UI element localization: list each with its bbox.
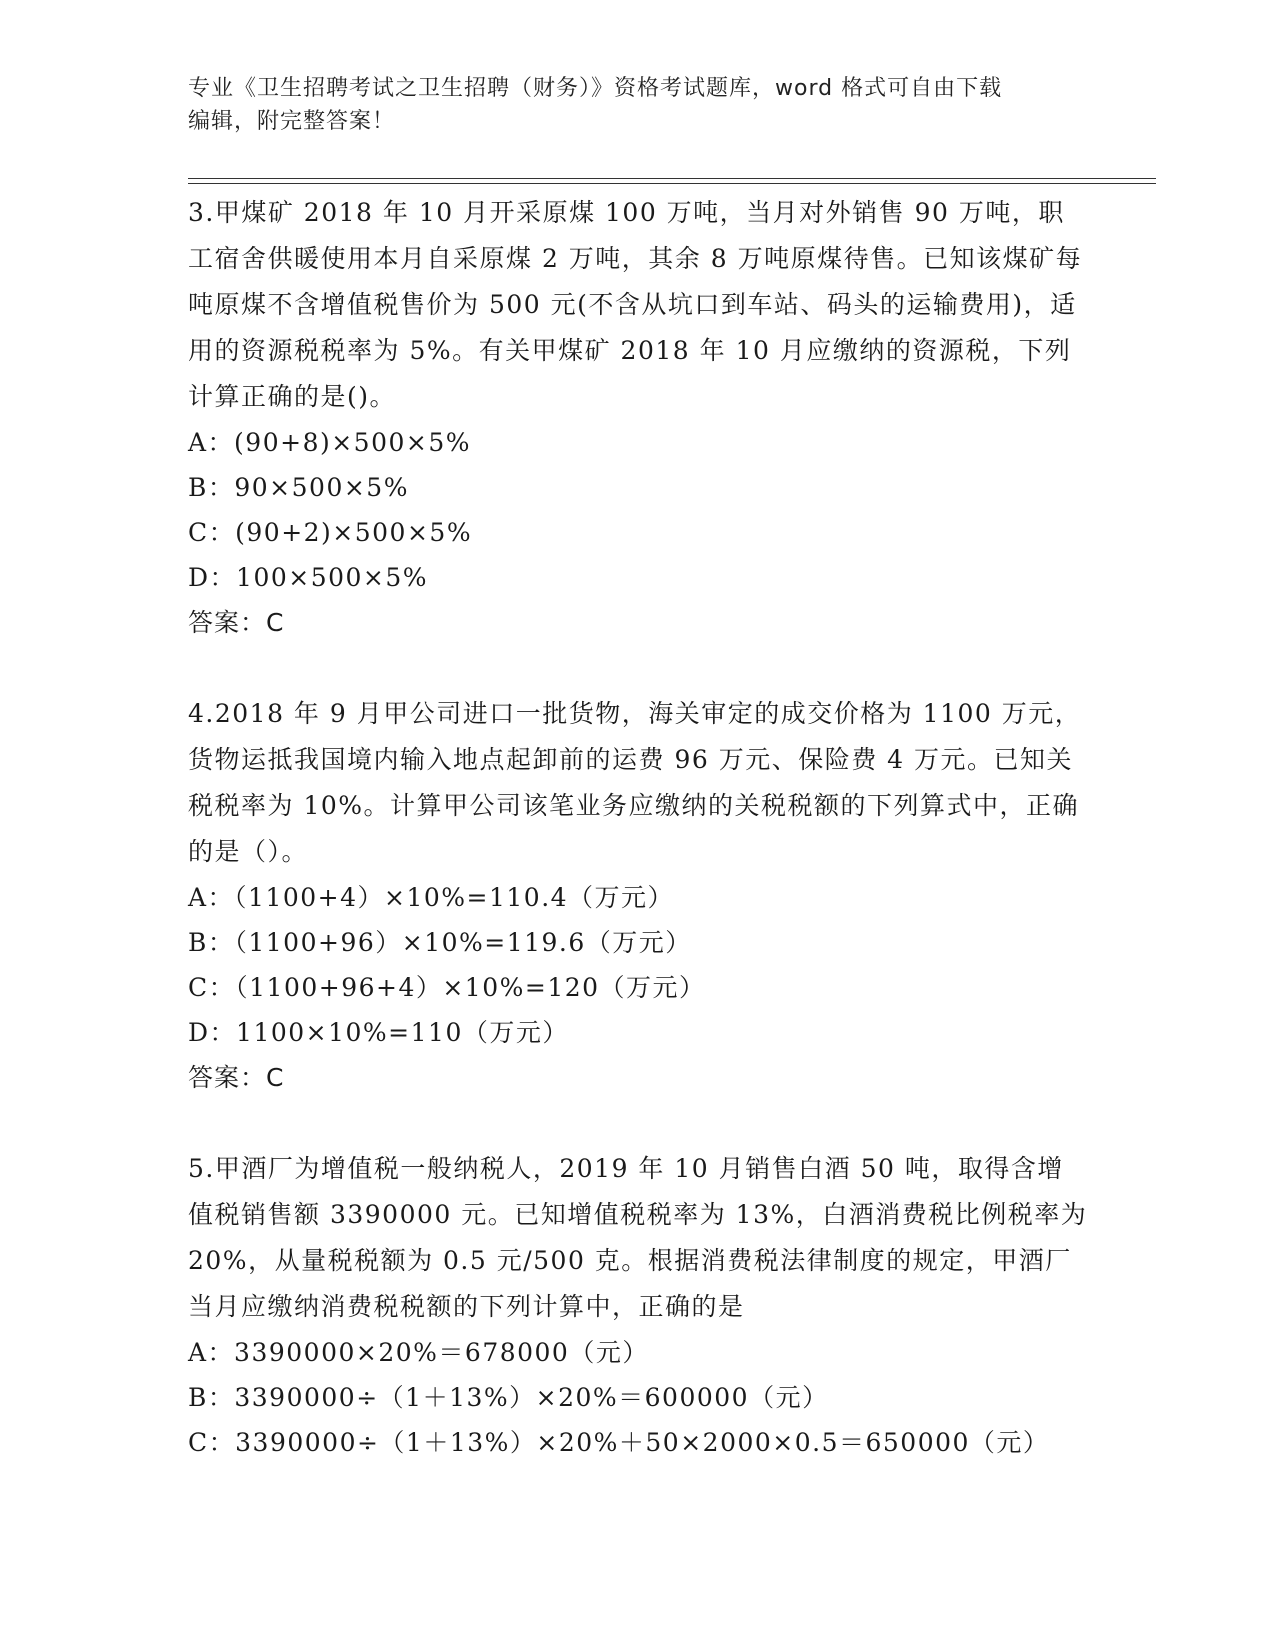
- question-5: [188, 1146, 1088, 1465]
- document-header: [188, 72, 1088, 138]
- answer: 答案：C: [188, 1063, 285, 1092]
- spacer: [188, 1101, 1088, 1146]
- option-d: D：1100×10%=110（万元）: [188, 1018, 569, 1047]
- header-line-2: 编辑，附完整答案！: [188, 109, 396, 134]
- question-list: [188, 190, 1088, 1465]
- option-c: C：(90+2)×500×5%: [188, 518, 473, 547]
- spacer: [188, 646, 1088, 691]
- question-stem: 3.甲煤矿 2018 年 10 月开采原煤 100 万吨，当月对外销售 90 万吨，职工宿舍供暖使用本月自采原煤 2 万吨，其余 8 万吨原煤待售。已知该煤矿每吨原煤不含增值税售价为 500 元(不含从坑口到车站、码头的运输费用)，适用的资源税税率为 5%。有关甲煤矿 2018 年 10 月应缴纳的资源税，下列计算正确的是()。: [188, 198, 1083, 411]
- option-b: B：（1100+96）×10%=119.6（万元）: [188, 928, 692, 957]
- option-b: B：3390000÷（1＋13%）×20%＝600000（元）: [188, 1383, 829, 1412]
- header-line-1: 专业《卫生招聘考试之卫生招聘（财务）》资格考试题库，word 格式可自由下载: [188, 76, 1003, 101]
- option-c: C：3390000÷（1＋13%）×20%＋50×2000×0.5＝650000（元）: [188, 1428, 1050, 1457]
- option-b: B：90×500×5%: [188, 473, 409, 502]
- option-a: A：(90+8)×500×5%: [188, 428, 471, 457]
- question-4: [188, 691, 1088, 1101]
- header-divider-top: [188, 178, 1156, 179]
- option-d: D：100×500×5%: [188, 563, 429, 592]
- option-c: C：（1100+96+4）×10%=120（万元）: [188, 973, 706, 1002]
- answer: 答案：C: [188, 608, 285, 637]
- option-a: A：3390000×20%＝678000（元）: [188, 1338, 649, 1367]
- header-divider-bottom: [188, 183, 1156, 184]
- option-a: A：（1100+4）×10%=110.4（万元）: [188, 883, 675, 912]
- question-stem: 4.2018 年 9 月甲公司进口一批货物，海关审定的成交价格为 1100 万元，货物运抵我国境内输入地点起卸前的运费 96 万元、保险费 4 万元。已知关税税率为 10%。计算甲公司该笔业务应缴纳的关税税额的下列算式中，正确的是（）。: [188, 699, 1082, 866]
- question-stem: 5.甲酒厂为增值税一般纳税人，2019 年 10 月销售白酒 50 吨，取得含增值税销售额 3390000 元。已知增值税税率为 13%，白酒消费税比例税率为 20%，从量税税额为 0.5 元/500 克。根据消费税法律制度的规定，甲酒厂当月应缴纳消费税税额的下列计算中，正确的是: [188, 1154, 1088, 1321]
- question-3: [188, 190, 1088, 646]
